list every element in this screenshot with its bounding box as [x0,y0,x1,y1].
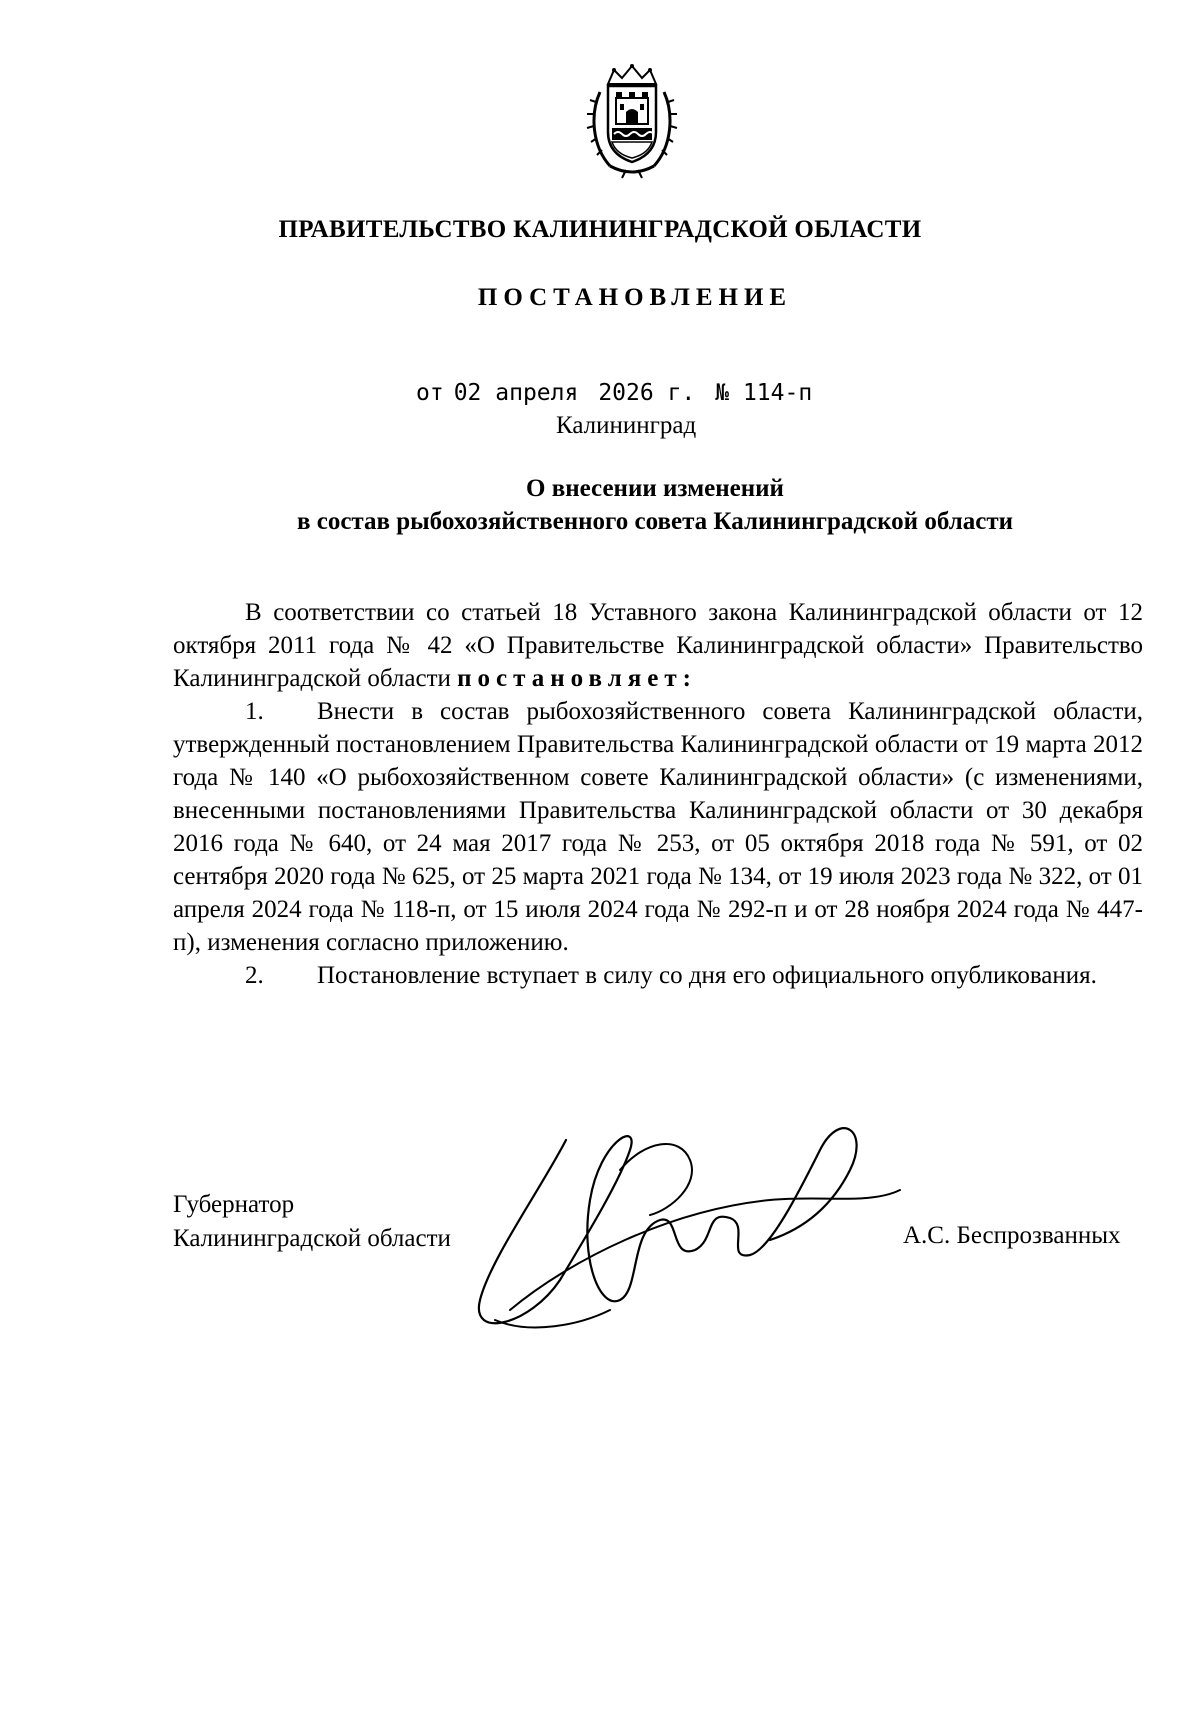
item-text: Постановление вступает в силу со дня его официального опубликования. [317,962,1097,989]
date-prefix: от [416,380,444,406]
document-number: № 114-п [715,380,813,406]
subject-line-1: О внесении изменений [526,475,784,502]
item-number: 1. [245,698,264,725]
signer-position [173,1188,451,1256]
document-body [173,596,1143,992]
document-year: 2026 г. [598,380,696,406]
coat-of-arms-icon [586,62,678,180]
handwritten-signature [470,1110,950,1350]
document-date-line [416,380,812,406]
item-number: 2. [245,962,264,989]
government-title: ПРАВИТЕЛЬСТВО КАЛИНИНГРАДСКОЙ ОБЛАСТИ [278,216,922,243]
signer-position-line-2: Калининградской области [173,1225,451,1252]
document-kind: ПОСТАНОВЛЕНИЕ [477,284,793,311]
signer-position-line-1: Губернатор [173,1191,295,1218]
document-city: Калининград [556,412,697,439]
subject-line-2: в состав рыбохозяйственного совета Калининградской области [296,508,1013,535]
item-text: Внести в состав рыбохозяйственного совета Калининградской области, утвержденный постановлением Правительства Калининградской области от 19 марта 2012 года № 140 «О рыбохозяйственном совете Калининградской области» (с изменениями, внесенными постановлениями Правительства Калининградской области от 30 декабря 2016 года № 640, от 24 мая 2017 года № 253, от 05 октября 2018 года № 591, от 02 сентября 2020 года № 625, от 25 марта 2021 года № 134, от 19 июля 2023 года № 322, от 01 апреля 2024 года № 118-п, от 15 июля 2024 года № 292-п и от 28 ноября 2024 года № 447-п), изменения согласно приложению. [173,698,1143,956]
decree-word: постановляет: [457,665,697,692]
document-subject [0,472,1200,538]
document-date: 02 апреля [453,380,579,406]
item-paragraph-2 [173,959,1143,992]
preamble-text: В соответствии со статьей 18 Уставного закона Калининградской области от 12 октября 2011 года № 42 «О Правительстве Калининградской области» Правительство Калининградской области [173,599,1143,692]
item-paragraph-1 [173,695,1143,959]
preamble-paragraph [173,596,1143,695]
signer-name: А.С. Беспрозванных [903,1222,1121,1249]
